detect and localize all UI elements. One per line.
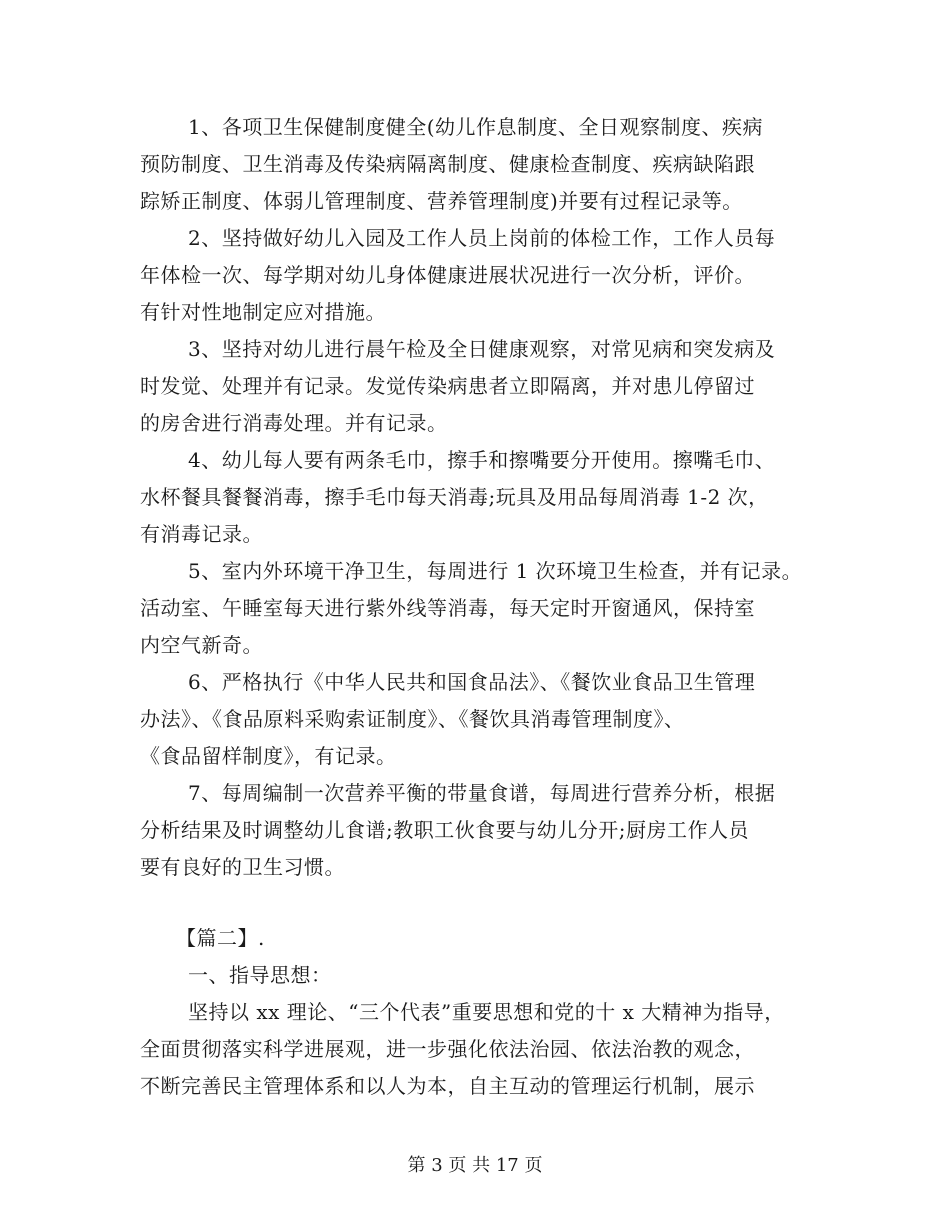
text-line: 不断完善民主管理体系和以人为本，自主互动的管理运行机制，展示 xyxy=(140,1074,755,1098)
text-line: 全面贯彻落实科学进展观，进一步强化依法治园、依法治教的观念， xyxy=(140,1037,755,1061)
text-line: 3、坚持对幼儿进行晨午检及全日健康观察，对常见病和突发病及 xyxy=(188,337,776,361)
text-line: 预防制度、卫生消毒及传染病隔离制度、健康检查制度、疾病缺陷跟 xyxy=(140,152,755,176)
text-line: 水杯餐具餐餐消毒，擦手毛巾每天消毒;玩具及用品每周消毒 1-2 次， xyxy=(140,485,769,509)
text-line: 2、坚持做好幼儿入园及工作人员上岗前的体检工作，工作人员每 xyxy=(188,226,776,250)
text-line: 内空气新奇。 xyxy=(140,633,263,657)
text-line: 踪矫正制度、体弱儿管理制度、营养管理制度)并要有过程记录等。 xyxy=(140,189,743,213)
text-line: 的房舍进行消毒处理。并有记录。 xyxy=(140,411,448,435)
text-line: 有消毒记录。 xyxy=(140,522,263,546)
text-line: 有针对性地制定应对措施。 xyxy=(140,300,386,324)
text-line: 活动室、午睡室每天进行紫外线等消毒，每天定时开窗通风，保持室 xyxy=(140,596,755,620)
page-footer: 第 3 页 共 17 页 xyxy=(407,1155,543,1176)
subsection-heading: 一、指导思想： xyxy=(188,963,332,987)
text-line: 6、严格执行《中华人民共和国食品法》、《餐饮业食品卫生管理 xyxy=(188,670,756,694)
text-line: 4、幼儿每人要有两条毛巾，擦手和擦嘴要分开使用。擦嘴毛巾、 xyxy=(188,448,776,472)
text-line: 年体检一次、每学期对幼儿身体健康进展状况进行一次分析，评价。 xyxy=(140,263,755,287)
section-heading: 【篇二】. xyxy=(176,926,265,950)
text-line: 时发觉、处理并有记录。发觉传染病患者立即隔离，并对患儿停留过 xyxy=(140,374,755,398)
text-line: 分析结果及时调整幼儿食谱;教职工伙食要与幼儿分开;厨房工作人员 xyxy=(140,818,749,842)
text-line: 7、每周编制一次营养平衡的带量食谱，每周进行营养分析，根据 xyxy=(188,781,776,805)
text-line: 1、各项卫生保健制度健全(幼儿作息制度、全日观察制度、疾病 xyxy=(188,115,764,139)
text-line: 5、室内外环境干净卫生，每周进行 1 次环境卫生检查，并有记录。 xyxy=(188,559,803,583)
text-line: 要有良好的卫生习惯。 xyxy=(140,855,345,879)
text-line: 办法》、《食品原料采购索证制度》、《餐饮具消毒管理制度》、 xyxy=(140,707,685,731)
text-line: 《食品留样制度》，有记录。 xyxy=(140,744,397,768)
text-line: 坚持以 xx 理论、“三个代表”重要思想和党的十 x 大精神为指导， xyxy=(188,1000,785,1024)
